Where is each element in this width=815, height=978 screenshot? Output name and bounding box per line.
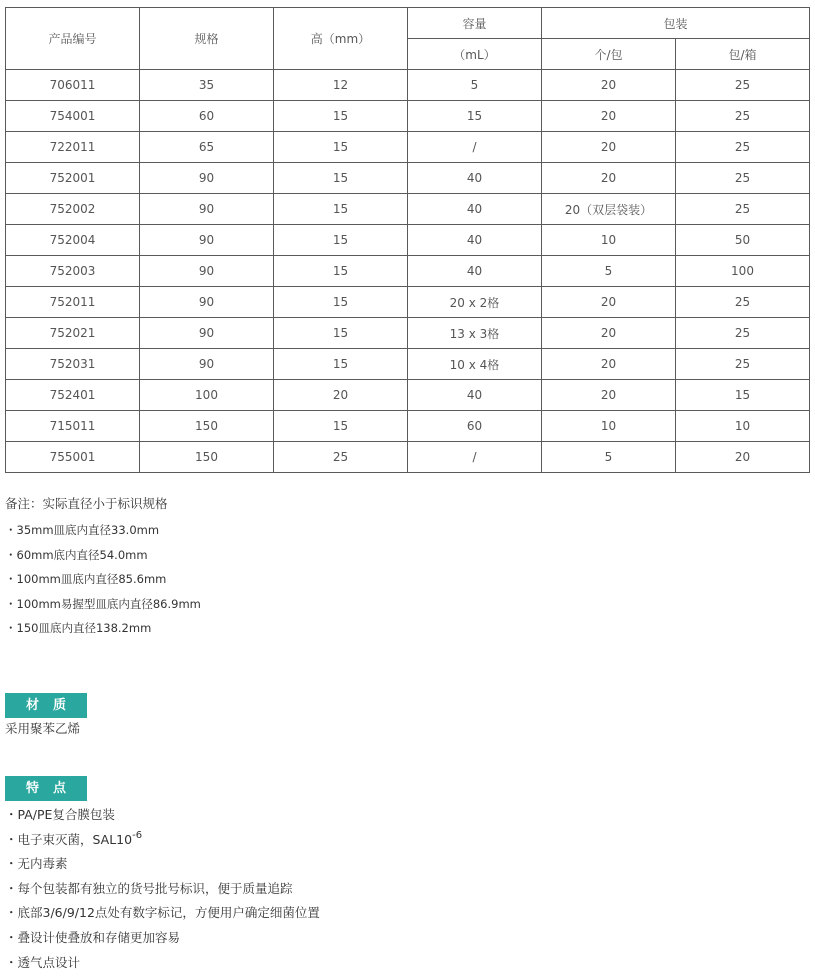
cell-product-no: 752031 bbox=[6, 349, 140, 380]
cell-capacity: / bbox=[408, 442, 542, 473]
features-list bbox=[5, 803, 805, 975]
note-item: ・35mm皿底内直径33.0mm bbox=[5, 523, 160, 537]
cell-height: 20 bbox=[274, 380, 408, 411]
cell-spec: 90 bbox=[140, 318, 274, 349]
table-row bbox=[6, 132, 810, 163]
header-per-box: 包/箱 bbox=[676, 39, 810, 70]
cell-product-no: 706011 bbox=[6, 70, 140, 101]
cell-product-no: 755001 bbox=[6, 442, 140, 473]
features-section-label: 特点 bbox=[5, 776, 87, 801]
cell-height: 15 bbox=[274, 349, 408, 380]
cell-capacity: / bbox=[408, 132, 542, 163]
cell-height: 15 bbox=[274, 194, 408, 225]
table-row bbox=[6, 349, 810, 380]
cell-per-pack: 10 bbox=[542, 225, 676, 256]
cell-product-no: 752004 bbox=[6, 225, 140, 256]
cell-product-no: 722011 bbox=[6, 132, 140, 163]
feature-item: ・无内毒素 bbox=[5, 856, 68, 872]
cell-capacity: 15 bbox=[408, 101, 542, 132]
table-row bbox=[6, 163, 810, 194]
table-row bbox=[6, 256, 810, 287]
feature-item: ・透气点设计 bbox=[5, 954, 81, 970]
cell-spec: 90 bbox=[140, 256, 274, 287]
cell-spec: 150 bbox=[140, 442, 274, 473]
cell-product-no: 752401 bbox=[6, 380, 140, 411]
note-item: ・100mm易握型皿底内直径86.9mm bbox=[5, 596, 201, 611]
cell-per-pack: 20 bbox=[542, 287, 676, 318]
cell-per-pack: 20 bbox=[542, 132, 676, 163]
cell-height: 15 bbox=[274, 287, 408, 318]
cell-per-box: 50 bbox=[676, 225, 810, 256]
cell-height: 25 bbox=[274, 442, 408, 473]
table-row bbox=[6, 442, 810, 473]
cell-per-pack: 20（双层袋装） bbox=[542, 194, 676, 225]
cell-spec: 60 bbox=[140, 101, 274, 132]
cell-product-no: 752011 bbox=[6, 287, 140, 318]
cell-spec: 90 bbox=[140, 287, 274, 318]
cell-per-box: 25 bbox=[676, 349, 810, 380]
header-spec: 规格 bbox=[140, 8, 274, 70]
cell-height: 15 bbox=[274, 225, 408, 256]
cell-product-no: 752003 bbox=[6, 256, 140, 287]
cell-product-no: 752001 bbox=[6, 163, 140, 194]
cell-capacity: 40 bbox=[408, 256, 542, 287]
cell-per-pack: 5 bbox=[542, 442, 676, 473]
cell-height: 15 bbox=[274, 132, 408, 163]
cell-spec: 90 bbox=[140, 163, 274, 194]
feature-item: ・每个包装都有独立的货号批号标识，便于质量追踪 bbox=[5, 880, 293, 896]
header-product-no: 产品编号 bbox=[6, 8, 140, 70]
cell-spec: 150 bbox=[140, 411, 274, 442]
cell-per-pack: 20 bbox=[542, 163, 676, 194]
cell-product-no: 754001 bbox=[6, 101, 140, 132]
header-per-pack: 个/包 bbox=[542, 39, 676, 70]
cell-height: 15 bbox=[274, 101, 408, 132]
cell-capacity: 40 bbox=[408, 380, 542, 411]
table-row bbox=[6, 194, 810, 225]
cell-height: 12 bbox=[274, 70, 408, 101]
cell-height: 15 bbox=[274, 163, 408, 194]
cell-capacity: 60 bbox=[408, 411, 542, 442]
cell-capacity: 10 x 4格 bbox=[408, 349, 542, 380]
cell-product-no: 752021 bbox=[6, 318, 140, 349]
notes-section bbox=[5, 494, 805, 641]
feature-sterilization-text: ・电子束灭菌，SAL10 bbox=[5, 831, 133, 847]
cell-per-pack: 20 bbox=[542, 70, 676, 101]
feature-item bbox=[5, 828, 805, 853]
cell-capacity: 5 bbox=[408, 70, 542, 101]
sterility-exponent: -6 bbox=[132, 829, 143, 841]
note-item: ・60mm底内直径54.0mm bbox=[5, 547, 148, 562]
table-row bbox=[6, 225, 810, 256]
cell-product-no: 715011 bbox=[6, 411, 140, 442]
cell-per-box: 25 bbox=[676, 194, 810, 225]
table-body bbox=[6, 70, 810, 473]
cell-spec: 90 bbox=[140, 194, 274, 225]
cell-per-pack: 20 bbox=[542, 380, 676, 411]
cell-per-pack: 20 bbox=[542, 101, 676, 132]
table-row bbox=[6, 287, 810, 318]
cell-per-box: 25 bbox=[676, 163, 810, 194]
table-row bbox=[6, 318, 810, 349]
cell-per-box: 25 bbox=[676, 132, 810, 163]
cell-per-box: 20 bbox=[676, 442, 810, 473]
cell-per-pack: 5 bbox=[542, 256, 676, 287]
cell-spec: 35 bbox=[140, 70, 274, 101]
cell-per-box: 25 bbox=[676, 287, 810, 318]
cell-per-pack: 20 bbox=[542, 318, 676, 349]
header-height: 高（mm） bbox=[274, 8, 408, 70]
header-capacity-unit: （mL） bbox=[408, 39, 542, 70]
cell-spec: 65 bbox=[140, 132, 274, 163]
cell-per-box: 25 bbox=[676, 318, 810, 349]
note-item: ・100mm皿底内直径85.6mm bbox=[5, 572, 167, 586]
cell-height: 15 bbox=[274, 256, 408, 287]
cell-per-box: 10 bbox=[676, 411, 810, 442]
cell-per-box: 25 bbox=[676, 101, 810, 132]
header-packaging: 包装 bbox=[542, 8, 810, 39]
cell-capacity: 40 bbox=[408, 163, 542, 194]
cell-capacity: 40 bbox=[408, 194, 542, 225]
cell-capacity: 20 x 2格 bbox=[408, 287, 542, 318]
cell-per-box: 25 bbox=[676, 70, 810, 101]
notes-title: 备注：实际直径小于标识规格 bbox=[5, 496, 168, 511]
cell-per-box: 15 bbox=[676, 380, 810, 411]
table-row bbox=[6, 101, 810, 132]
cell-height: 15 bbox=[274, 411, 408, 442]
notes-list bbox=[5, 518, 805, 641]
table-row bbox=[6, 380, 810, 411]
cell-spec: 90 bbox=[140, 225, 274, 256]
cell-capacity: 40 bbox=[408, 225, 542, 256]
cell-spec: 90 bbox=[140, 349, 274, 380]
cell-capacity: 13 x 3格 bbox=[408, 318, 542, 349]
material-section-label: 材质 bbox=[5, 693, 87, 718]
header-capacity: 容量 bbox=[408, 8, 542, 39]
cell-per-pack: 20 bbox=[542, 349, 676, 380]
cell-product-no: 752002 bbox=[6, 194, 140, 225]
material-text: 采用聚苯乙烯 bbox=[5, 721, 81, 736]
table-row bbox=[6, 411, 810, 442]
feature-item: ・PA/PE复合膜包装 bbox=[5, 807, 115, 822]
cell-spec: 100 bbox=[140, 380, 274, 411]
cell-height: 15 bbox=[274, 318, 408, 349]
feature-item: ・叠设计使叠放和存储更加容易 bbox=[5, 929, 181, 945]
cell-per-pack: 10 bbox=[542, 411, 676, 442]
note-item: ・150皿底内直径138.2mm bbox=[5, 621, 152, 635]
cell-per-box: 100 bbox=[676, 256, 810, 287]
table-row bbox=[6, 70, 810, 101]
product-spec-table bbox=[5, 7, 810, 473]
feature-item: ・底部3/6/9/12点处有数字标记，方便用户确定细菌位置 bbox=[5, 905, 320, 921]
